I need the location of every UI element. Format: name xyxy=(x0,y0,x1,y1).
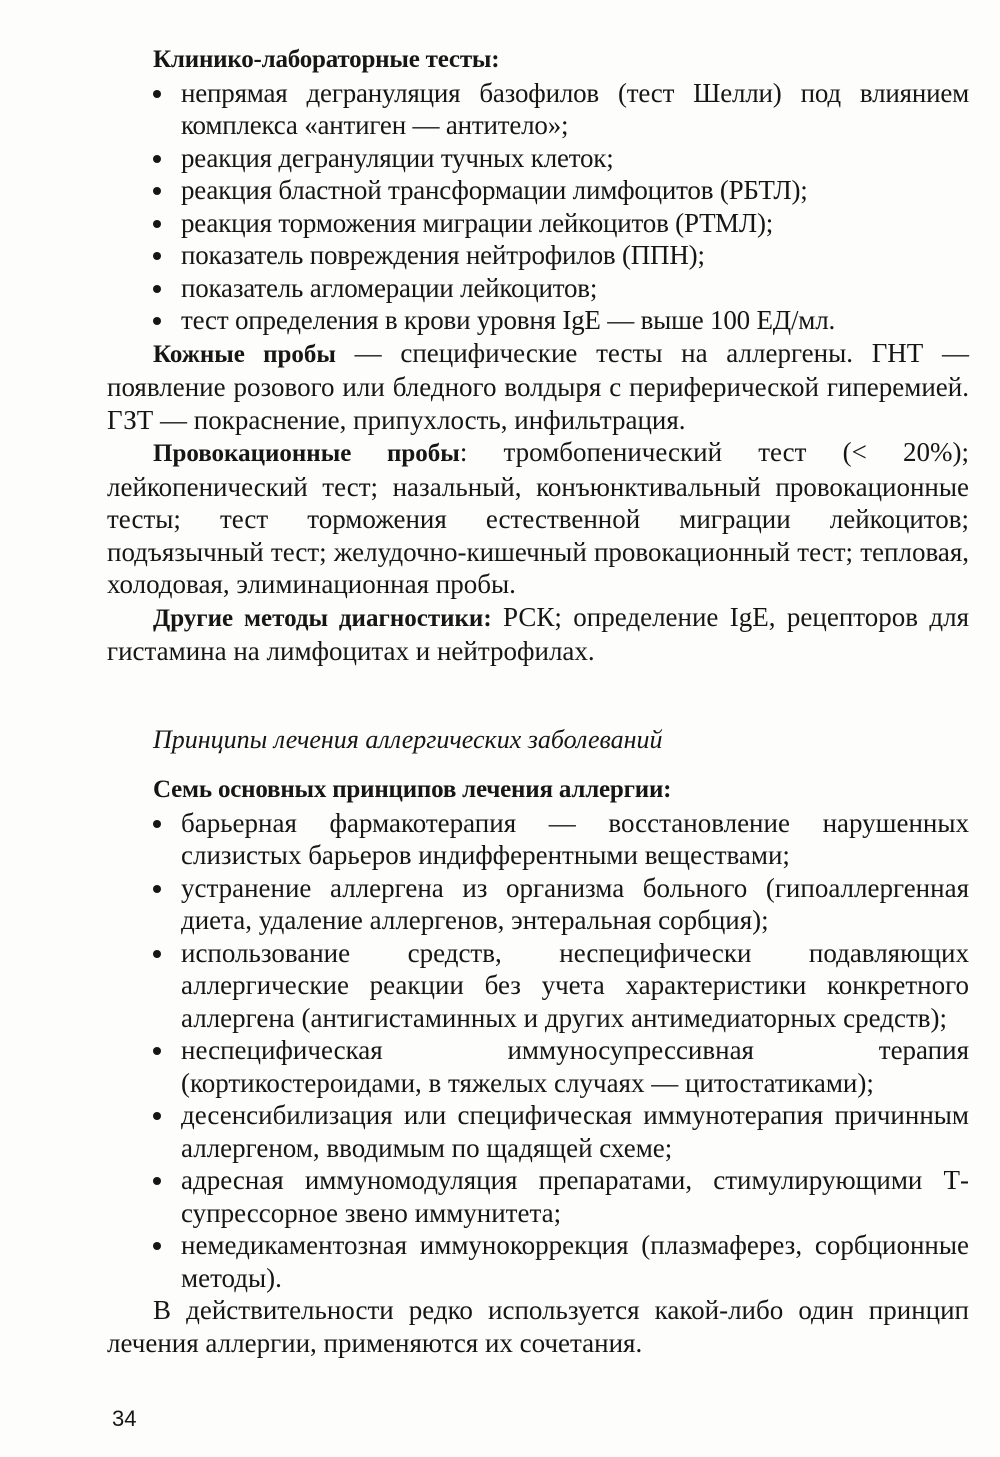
treatment-principles-subheading: Принципы лечения аллергических заболеваний xyxy=(153,724,663,754)
bullet-icon xyxy=(153,317,161,325)
lab-tests-heading: Клинико-лабораторные тесты: xyxy=(153,46,500,73)
seven-principles-list xyxy=(107,807,969,1295)
bullet-icon xyxy=(153,1242,161,1250)
page-number: 34 xyxy=(112,1406,137,1431)
lab-tests-list xyxy=(107,77,969,337)
list-item: немедикаментозная иммунокоррекция (плазмаферез, сорбционные методы). xyxy=(107,1229,969,1294)
provocation-tests-paragraph xyxy=(107,436,969,601)
skin-tests-lead: Кожные пробы xyxy=(153,340,336,368)
bullet-icon xyxy=(153,220,161,228)
list-item: реакция дегрануляции тучных клеток; xyxy=(107,142,969,175)
bullet-icon xyxy=(153,285,161,293)
closing-paragraph: В действительности редко используется какой-либо один принцип лечения аллергии, применяются их сочетания. xyxy=(107,1295,969,1358)
provocation-tests-text: : тромбопенический тест (< 20%); лейкопенический тест; назальный, конъюнктивальный провокационные тесты; тест торможения естественной миграции лейкоцитов; подъязычный тест; желудочно-кишечный провокационный тест; тепловая, холодовая, элиминационная пробы. xyxy=(107,437,969,599)
bullet-icon xyxy=(153,820,161,828)
list-item: неспецифическая иммуносупрессивная терапия (кортикостероидами, в тяжелых случаях — цитостатиками); xyxy=(107,1034,969,1099)
skin-tests-paragraph xyxy=(107,337,969,437)
other-methods-text: РСК; определение IgE, рецепторов для гистамина на лимфоцитах и нейтрофилах. xyxy=(107,601,969,666)
list-item: реакция бластной трансформации лимфоцитов (РБТЛ); xyxy=(107,174,969,207)
bullet-icon xyxy=(153,90,161,98)
list-item: устранение аллергена из организма больного (гипоаллергенная диета, удаление аллергенов, энтеральная сорбция); xyxy=(107,872,969,937)
page-content xyxy=(107,44,969,1359)
bullet-icon xyxy=(153,950,161,958)
bullet-icon xyxy=(153,187,161,195)
list-item: барьерная фармакотерапия — восстановление нарушенных слизистых барьеров индифферентными веществами; xyxy=(107,807,969,872)
list-item: тест определения в крови уровня IgE — выше 100 ЕД/мл. xyxy=(107,304,969,337)
list-item: десенсибилизация или специфическая иммунотерапия причинным аллергеном, вводимым по щадящей схеме; xyxy=(107,1099,969,1164)
bullet-icon xyxy=(153,1047,161,1055)
list-item: показатель агломерации лейкоцитов; xyxy=(107,272,969,305)
list-item: непрямая дегрануляция базофилов (тест Шелли) под влиянием комплекса «антиген — антитело»; xyxy=(107,77,969,142)
bullet-icon xyxy=(153,885,161,893)
other-methods-paragraph xyxy=(107,601,969,668)
seven-principles-heading: Семь основных принципов лечения аллергии: xyxy=(153,776,672,803)
list-item: использование средств, неспецифически подавляющих аллергические реакции без учета характеристики конкретного аллергена (антигистаминных и других антимедиаторных средств); xyxy=(107,937,969,1035)
bullet-icon xyxy=(153,1177,161,1185)
bullet-icon xyxy=(153,155,161,163)
provocation-tests-lead: Провокационные пробы xyxy=(153,440,460,467)
list-item: реакция торможения миграции лейкоцитов (РТМЛ); xyxy=(107,207,969,240)
bullet-icon xyxy=(153,252,161,260)
skin-tests-text: — специфические тесты на аллергены. ГНТ — появление розового или бледного волдыря с периферической гиперемией. ГЗТ — покраснение, припухлость, инфильтрация. xyxy=(107,337,969,435)
bullet-icon xyxy=(153,1112,161,1120)
other-methods-lead: Другие методы диагностики: xyxy=(153,604,492,632)
list-item: адресная иммуномодуляция препаратами, стимулирующими Т-супрессорное звено иммунитета; xyxy=(107,1164,969,1229)
list-item: показатель повреждения нейтрофилов (ППН); xyxy=(107,239,969,272)
